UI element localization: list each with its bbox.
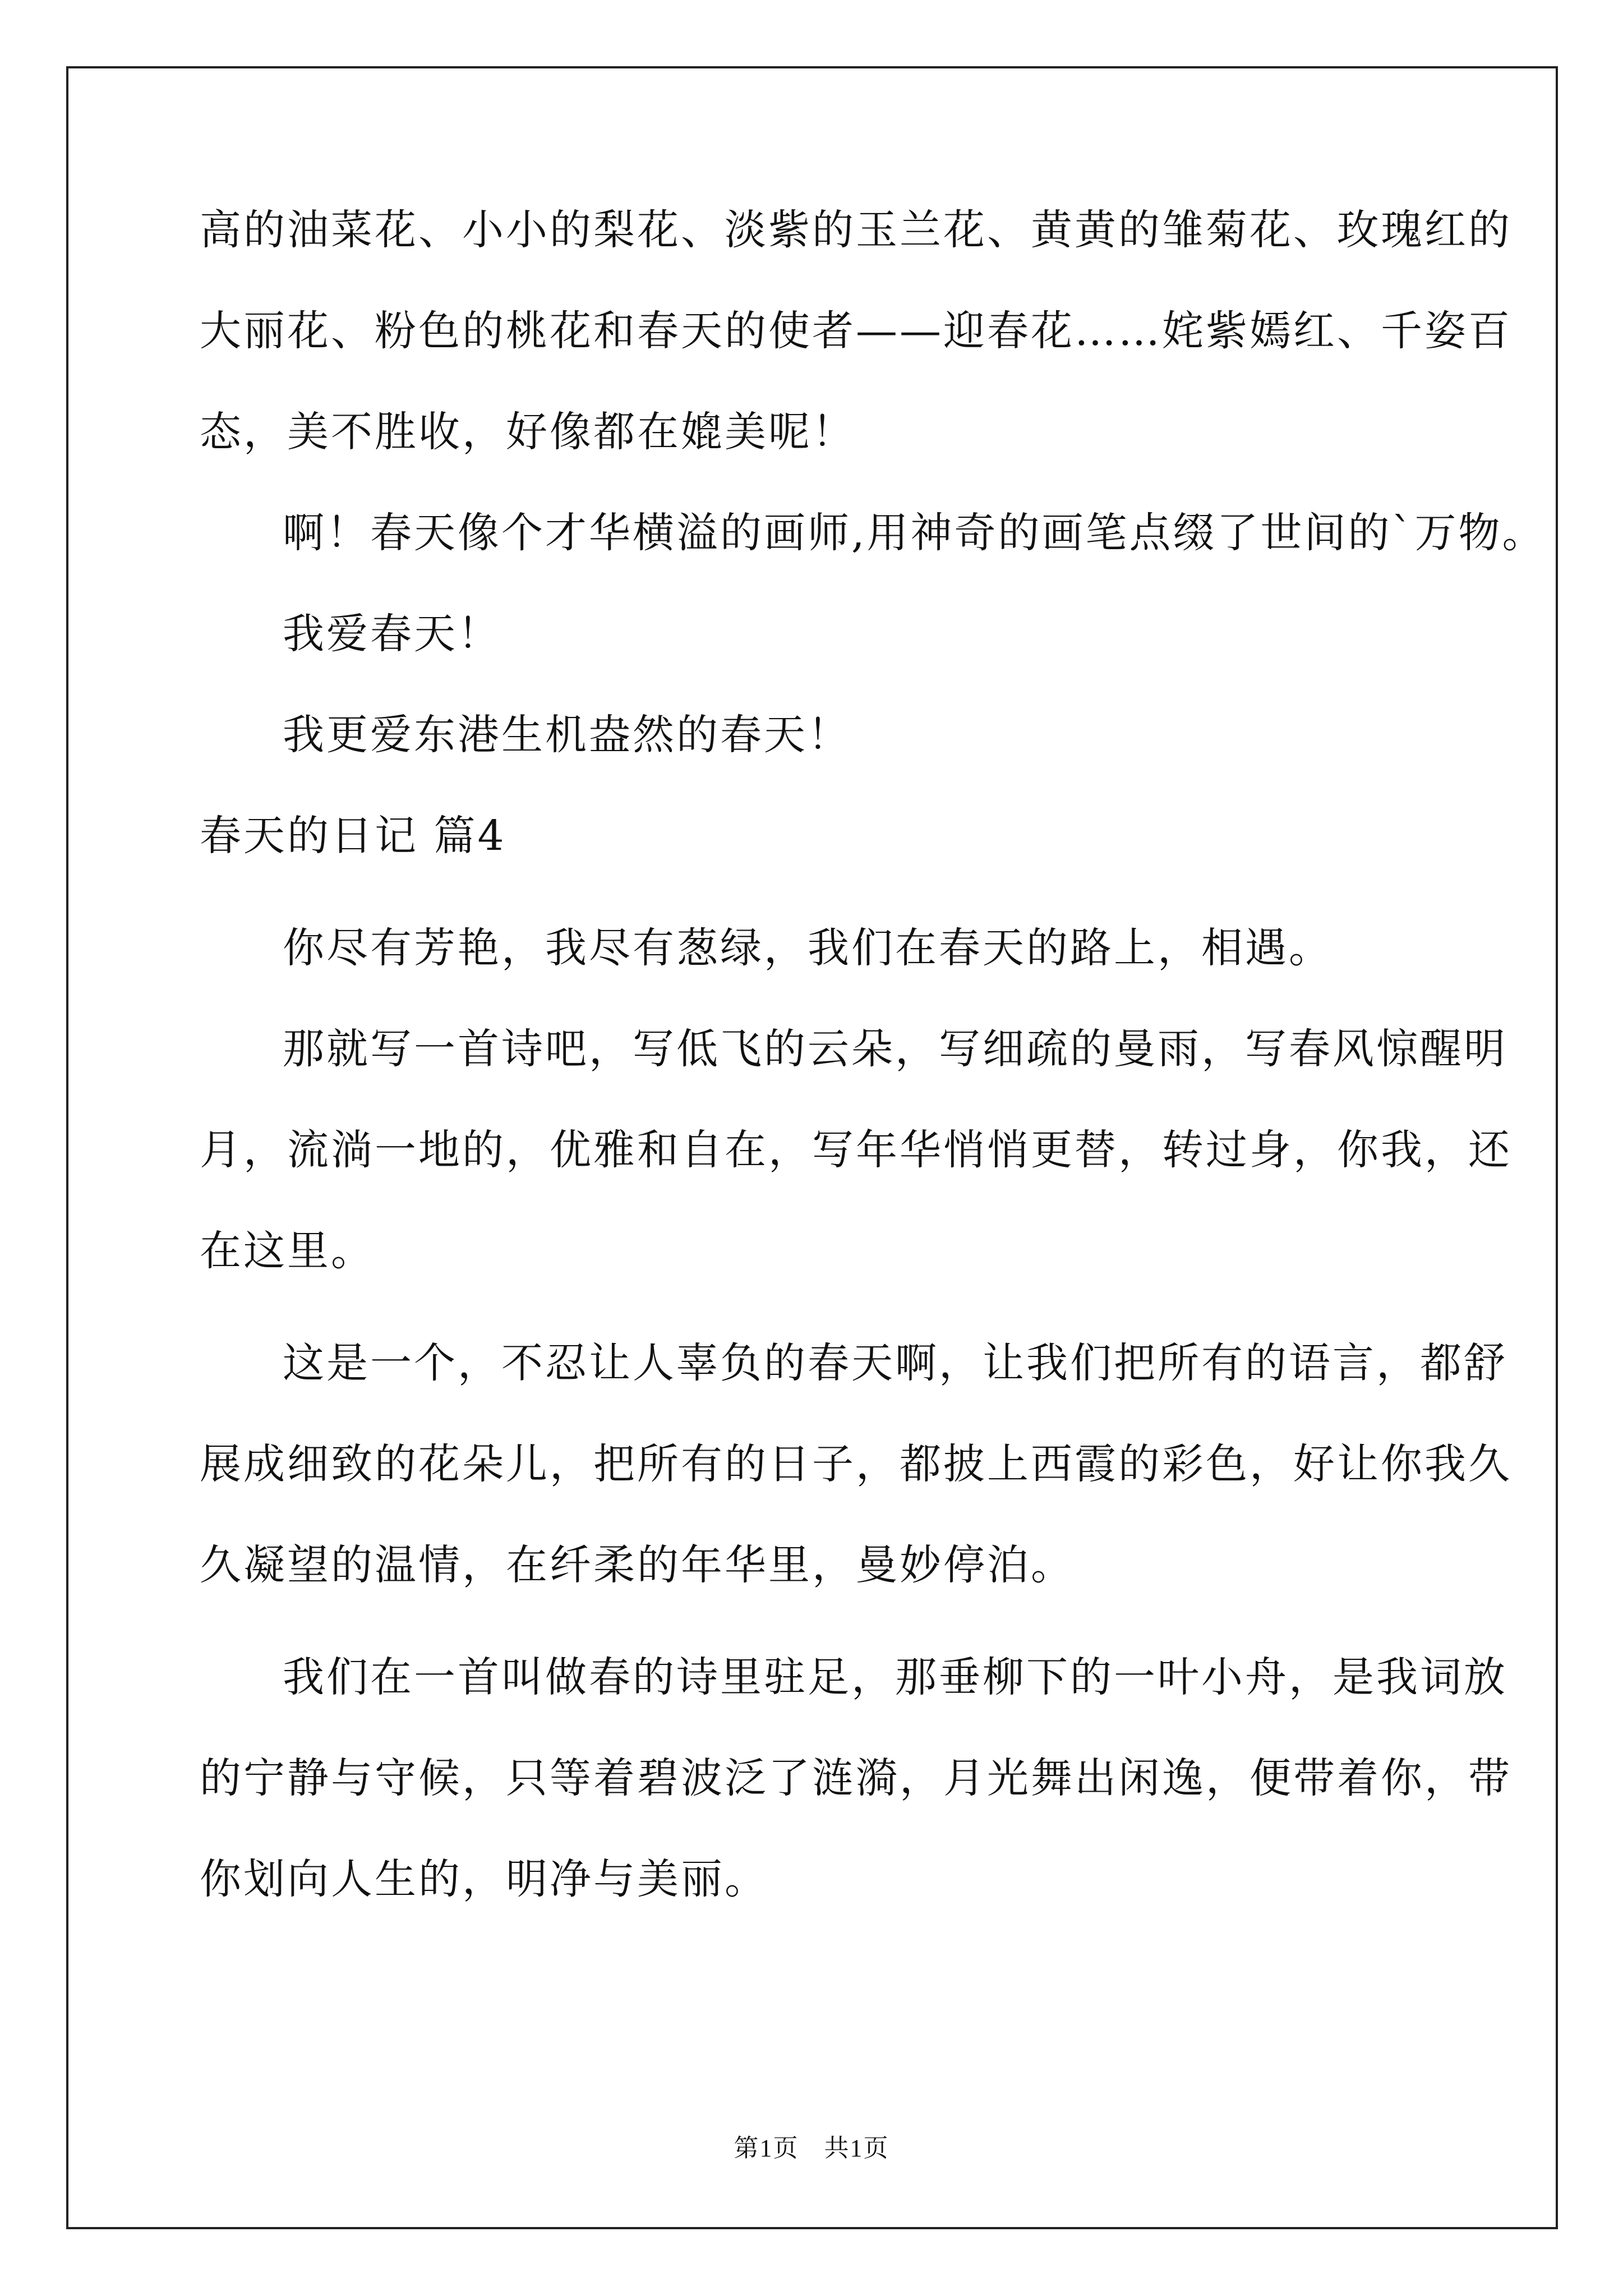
text-line: 的宁静与守候，只等着碧波泛了涟漪，月光舞出闲逸，便带着你，带 bbox=[200, 1754, 1512, 1802]
text-line: 你划向人生的，明净与美丽。 bbox=[200, 1855, 768, 1903]
page-total: 共1页 bbox=[824, 2134, 889, 2162]
section-heading: 春天的日记 篇4 bbox=[200, 812, 506, 860]
text-line: 那就写一首诗吧，写低飞的云朵，写细疏的曼雨，写春风惊醒明 bbox=[283, 1025, 1507, 1073]
text-line: 大丽花、粉色的桃花和春天的使者——迎春花……姹紫嫣红、千姿百 bbox=[200, 307, 1512, 355]
text-line: 展成细致的花朵儿，把所有的日子，都披上西霞的彩色，好让你我久 bbox=[200, 1440, 1512, 1488]
text-line: 我更爱东港生机盎然的春天！ bbox=[283, 711, 851, 759]
text-line: 我爱春天！ bbox=[283, 610, 501, 658]
text-line: 久凝望的温情，在纤柔的年华里，曼妙停泊。 bbox=[200, 1541, 1075, 1589]
text-line: 啊！春天像个才华横溢的画师,用神奇的画笔点缀了世间的`万物。 bbox=[283, 509, 1546, 557]
text-line: 你尽有芳艳，我尽有葱绿，我们在春天的路上，相遇。 bbox=[283, 924, 1332, 972]
text-line: 这是一个，不忍让人辜负的春天啊，让我们把所有的语言，都舒 bbox=[283, 1339, 1507, 1387]
page-footer bbox=[0, 2132, 1623, 2165]
text-line: 高的油菜花、小小的梨花、淡紫的玉兰花、黄黄的雏菊花、玫瑰红的 bbox=[200, 206, 1512, 254]
text-line: 月，流淌一地的，优雅和自在，写年华悄悄更替，转过身，你我，还 bbox=[200, 1126, 1512, 1174]
text-line: 我们在一首叫做春的诗里驻足，那垂柳下的一叶小舟，是我词放 bbox=[283, 1653, 1507, 1701]
text-line: 态，美不胜收，好像都在媲美呢！ bbox=[200, 408, 856, 456]
page-number: 第1页 bbox=[734, 2134, 799, 2162]
text-line: 在这里。 bbox=[200, 1227, 375, 1275]
